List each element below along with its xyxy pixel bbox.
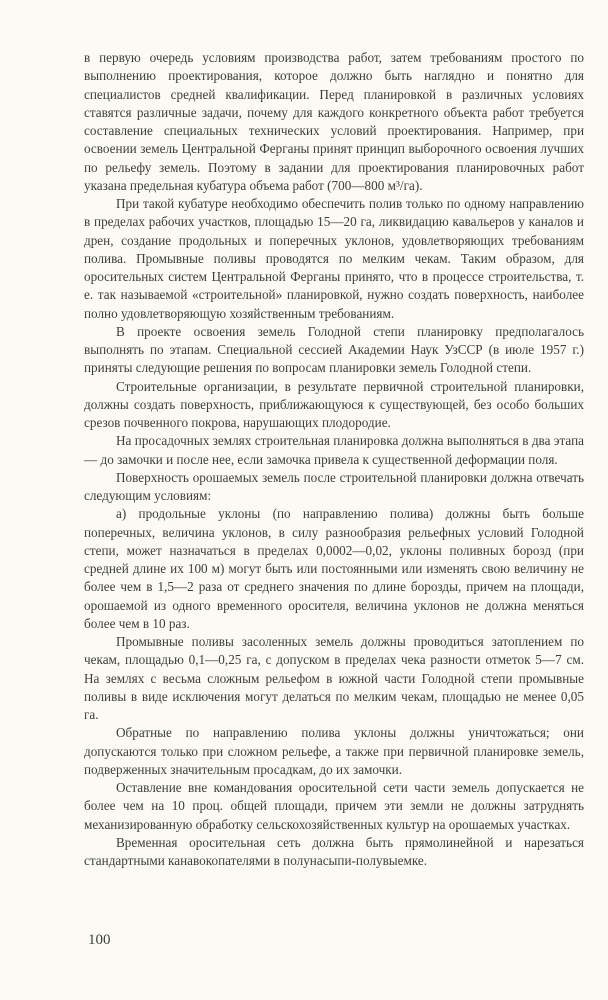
paragraph-volume: При такой кубатуре необходимо обеспечить полив только по одному направлению в пределах рабочих участков, площадью 15—20 га, ликвидацию кавальеров у каналов и дрен, создание продольных и поперечных уклонов, удовлетворяющих требованиям полива. Промывные поливы проводятся по мелким чекам. Таким образом, для оросительных систем Центральной Ферганы принято, что в процессе строительства, т. е. так называемой «строительной» планировкой, нужно создать поверхность, наиболее полно удовлетворяющую хозяйственным требованиям.	[84, 196, 584, 321]
paragraph-intro: в первую очередь условиям производства работ, затем требованиям простого по выполнению проектирования, которое должно быть наглядно и понятно для специалистов средней квалификации. Перед планировкой в различных условиях ставятся различные задачи, почему для каждого конкретного объекта работ требуется составление специальных технических условий проектирования. Например, при освоении земель Центральной Ферганы принят принцип выборочного освоения лучших по рельефу земель. Поэтому в задании для проектирования планировочных работ указана предельная кубатура объема работ (700—800 м³/га).	[84, 50, 584, 193]
paragraph-temporary-network: Временная оросительная сеть должна быть прямолинейной и нарезаться стандартными канавокопателями в полунасыпи-полувыемке.	[84, 834, 584, 868]
page-number: 100	[88, 932, 111, 948]
paragraph-subsidence: На просадочных землях строительная планировка должна выполняться в два этапа — до замочки и после нее, если замочка привела к существенной деформации поля.	[84, 433, 584, 467]
paragraph-slopes: а) продольные уклоны (по направлению полива) должны быть больше поперечных, величина уклонов, в силу разнообразия рельефных условий Голодной степи, может назначаться в пределах 0,0002—0,02, уклоны поливных борозд (при средней длине их 100 м) могут быть или постоянными или изменять свою величину не более чем в 1,5—2 раза от среднего значения по длине борозды, причем на площади, орошаемой из одного временного оросителя, величина уклонов не должна меняться более чем в 10 раз.	[84, 506, 584, 631]
body-text	[84, 49, 584, 870]
paragraph-reverse-slopes: Обратные по направлению полива уклоны должны уничтожаться; они допускаются только при сложном рельефе, а также при первичной планировке земель, подверженных значительным просадкам, до их замочки.	[84, 725, 584, 777]
paragraph-construction: Строительные организации, в результате первичной строительной планировки, должны создать поверхность, приближающуюся к существующей, без особо больших срезов почвенного покрова, нарушающих плодородие.	[84, 378, 584, 430]
paragraph-project: В проекте освоения земель Голодной степи планировку предполагалось выполнять по этапам. Специальной сессией Академии Наук УзССР (в июле 1957 г.) приняты следующие решения по вопросам планировки земель Голодной степи.	[84, 323, 584, 376]
paragraph-command: Оставление вне командования оросительной сети части земель допускается не более чем на 10 проц. общей площади, причем эти земли не должны затруднять механизированную обработку сельскохозяйственных культур на орошаемых участках.	[84, 780, 584, 832]
paragraph-flushing: Промывные поливы засоленных земель должны проводиться затоплением по чекам, площадью 0,1—0,25 га, с допуском в пределах чека разности отметок 5—7 см. На землях с весьма сложным рельефом в южной части Голодной степи промывные поливы в виде исключения могут делаться по мелким чекам, площадью не менее 0,05 га.	[84, 634, 584, 722]
paragraph-conditions: Поверхность орошаемых земель после строительной планировки должна отвечать следующим условиям:	[84, 469, 584, 503]
